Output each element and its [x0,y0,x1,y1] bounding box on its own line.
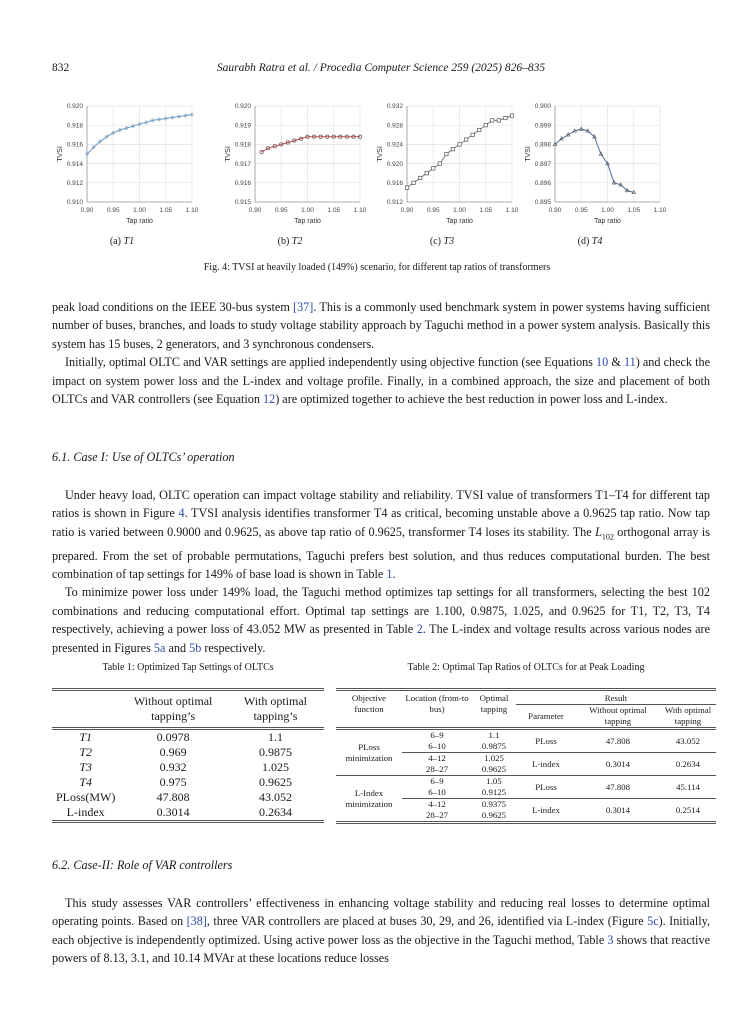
citation-link[interactable]: [38] [186,914,207,929]
row-label: PLoss(MW) [56,790,116,804]
x-tick-label: 1.00 [453,207,466,214]
tapping-cell: 1.025 0.9625 [472,753,516,776]
running-header [52,62,710,78]
cell-with: 0.9625 [258,775,292,789]
x-tick-label: 0.90 [248,207,262,214]
data-point [451,148,454,151]
y-axis-label: TVSI [57,146,64,162]
parameter-cell: PLoss [516,776,576,799]
without-cell: 0.3014 [576,799,660,823]
subfigure-c [362,98,522,248]
objective-cell: L-Index minimization [336,776,402,823]
y-tick-label: 0.895 [534,199,551,207]
figure-link[interactable]: 5a [153,640,166,655]
citation-link[interactable]: [37] [293,300,314,314]
x-tick-label: 0.90 [548,207,562,214]
table-row [336,776,716,799]
x-tick-label: 1.00 [133,207,146,214]
cell-without: 0.0978 [156,730,190,744]
subfigure-a [42,98,202,248]
table-row [336,729,716,753]
with-cell: 0.2514 [660,799,716,823]
table-link[interactable]: 3 [607,932,614,947]
column-header: Optimal tapping [472,690,516,729]
x-axis-label: Tap ratio [446,218,473,225]
chart-t3 [362,98,522,234]
equation-link[interactable]: 12 [263,392,276,407]
x-tick-label: 1.05 [627,207,641,214]
y-tick-label: 0.898 [534,141,551,149]
x-axis-label: Tap ratio [294,218,321,225]
objective-cell: PLoss minimization [336,729,402,776]
data-point [471,133,474,136]
location-cell: 6–9 6–10 [402,776,472,799]
equation-link[interactable]: 10 [596,355,609,370]
column-header: Parameter [528,710,564,721]
figure-link[interactable]: 4 [178,506,185,521]
x-tick-label: 1.10 [353,207,367,214]
row-label: T2 [79,745,93,759]
data-point [445,152,448,155]
subcaption-b: (b) T2 [277,236,303,247]
figure-4 [42,98,712,248]
location-cell: 6–9 6–10 [402,729,472,753]
y-tick-label: 0.924 [386,141,403,149]
table-row [52,745,324,760]
cell-without: 47.808 [156,790,190,804]
data-point [438,162,441,165]
chart-t1 [42,98,202,234]
x-tick-label: 0.90 [80,207,94,214]
without-cell: 47.808 [576,729,660,753]
cell-with: 1.025 [261,760,289,774]
table-1-body [52,729,324,822]
data-point [432,167,435,170]
figure-link[interactable]: 5b [189,640,202,655]
row-label: L-index [66,805,105,819]
row-label: T1 [79,730,93,744]
y-tick-label: 0.915 [234,199,251,207]
tapping-cell: 0.9375 0.9625 [472,799,516,823]
parameter-cell: L-index [516,799,576,823]
x-tick-label: 0.95 [426,207,440,214]
y-tick-label: 0.917 [234,160,251,168]
cell-with: 0.9875 [258,745,292,759]
table-1-caption: Table 1: Optimized Tap Settings of OLTCs [102,662,274,673]
subcaption-a: (a) T1 [109,236,135,247]
y-tick-label: 0.896 [534,180,551,187]
figure-link[interactable]: 5c [647,914,659,929]
table-link[interactable]: 1 [386,567,393,582]
without-cell: 0.3014 [576,753,660,776]
section-6-1-paragraph-1: Under heavy load, OLTC operation can impact voltage stability and reliability. TVSI value of transformers T1–T4 for different tap ratios is shown in Figure 4. TVSI analysis identifies transformer T4 as critical, becoming unstable above a 0.9625 tap ratio. Now tap ratio is varied between 0.9000 and 0.9625, as above tap ratio of 0.9625, transformer T4 loses its stability. The $L_{102}$ orthogonal array is prepared. From the set of probable permutations, Taguchi prefers best solution, and thus reduces computational burden. The best combination of tap settings for 149% of base load is shown in Table 1. [52,488,710,582]
page-number: 832 [52,62,70,74]
x-tick-label: 1.10 [505,207,519,214]
x-tick-label: 1.05 [159,207,173,214]
data-point [491,119,494,122]
y-tick-label: 0.918 [66,122,83,130]
y-tick-label: 0.920 [234,103,251,111]
section-heading-6-1: 6.1. Case I: Use of OLTCs’ operation [52,450,235,464]
table-row [52,729,324,746]
data-point [504,116,507,119]
row-label: T3 [79,760,93,774]
data-point [477,128,480,131]
cell-without: 0.932 [159,760,187,774]
y-tick-label: 0.918 [234,141,251,149]
x-tick-label: 1.10 [653,207,667,214]
figure-caption: Fig. 4: TVSI at heavily loaded (149%) scenario, for different tap ratios of transformers [203,262,551,273]
y-tick-label: 0.899 [534,122,551,130]
data-point [425,172,428,175]
table-2-body [336,729,716,823]
with-cell: 0.2634 [660,753,716,776]
data-point [484,124,487,127]
tapping-cell: 1.1 0.9875 [472,729,516,753]
data-point [458,143,461,146]
cell-without: 0.975 [159,775,187,789]
table-link[interactable]: 2 [416,622,423,637]
cell-without: 0.3014 [156,805,190,819]
data-point [260,150,263,153]
y-axis-label: TVSI [525,146,532,162]
tapping-cell: 1.05 0.9125 [472,776,516,799]
parameter-cell: PLoss [516,729,576,753]
column-header: With optimal tapping [664,705,712,726]
y-tick-label: 0.900 [534,103,551,111]
x-tick-label: 1.00 [301,207,314,214]
section-6-1-text [52,486,710,657]
x-axis-label: Tap ratio [126,218,153,225]
subfigure-b [210,98,370,248]
data-point [412,181,415,184]
section-6-2-text [52,894,710,968]
section-heading-6-2: 6.2. Case-II: Role of VAR controllers [52,858,233,872]
column-header: With optimal tapping’s [243,694,308,723]
x-tick-label: 0.95 [574,207,588,214]
y-tick-label: 0.912 [66,180,83,187]
without-cell: 47.808 [576,776,660,799]
table-header-row [52,690,324,725]
column-header: Objective function [336,690,402,729]
x-tick-label: 1.00 [601,207,614,214]
data-point [464,138,467,141]
parameter-cell: L-index [516,753,576,776]
y-tick-label: 0.928 [386,122,403,130]
equation-link[interactable]: 11 [623,355,636,370]
running-title: Saurabh Ratra et al. / Procedia Computer Science 259 (2025) 826–835 [216,62,546,74]
intro-text [52,298,710,408]
column-header: Without optimal tapping’s [133,694,213,723]
table-2 [336,688,716,824]
y-tick-label: 0.920 [66,103,83,111]
cell-with: 1.1 [267,730,283,744]
section-6-2-paragraph-1: This study assesses VAR controllers’ effectiveness in enhancing voltage stability and reducing real losses to determine optimal operating points. Based on [38], three VAR controllers are placed at buses 30, 29, and 26, identified via L-index (Figure 5c). Initially, each objective is independently optimized. Using active power loss as the objective in the Taguchi method, Table 3 shows that reactive powers of 8.13, 3.1, and 10.14 MVAr at these locations reduce losses [52,896,711,966]
row-label: T4 [79,775,93,789]
y-tick-label: 0.914 [66,160,83,168]
with-cell: 43.052 [660,729,716,753]
y-tick-label: 0.932 [386,103,403,111]
location-cell: 4–12 28–27 [402,753,472,776]
x-tick-label: 0.95 [106,207,120,214]
location-cell: 4–12 28–27 [402,799,472,823]
subcaption-c: (c) T3 [429,236,455,247]
cell-with: 0.2634 [258,805,292,819]
y-tick-label: 0.910 [66,199,83,207]
column-header: Result [516,690,716,705]
x-tick-label: 0.95 [274,207,288,214]
y-axis-label: TVSI [225,146,232,162]
cell-without: 0.969 [159,745,187,759]
intro-paragraph-1: peak load conditions on the IEEE 30-bus system [37]. This is a commonly used benchmark system in power systems having sufficient number of buses, branches, and loads to study voltage stability approach by Taguchi method in a power system analysis. Basically this system has 15 buses, 2 generators, and 3 synchronous condensers. [52,300,710,351]
data-point [418,176,421,179]
cell-with: 43.052 [258,790,292,804]
x-tick-label: 1.10 [185,207,199,214]
table-row [52,760,324,775]
chart-t2 [210,98,370,234]
y-tick-label: 0.912 [386,199,403,207]
table-1 [52,688,324,823]
y-tick-label: 0.897 [534,160,551,168]
intro-paragraph-2: Initially, optimal OLTC and VAR settings are applied independently using objective function (see Equations 10 & 11) and check the impact on system power loss and the L-index and voltage profile. Finally, in a combined approach, the size and placement of both OLTCs and VAR controllers (see Equation 12) are optimized together to achieve the best reduction in power loss and L-index. [52,355,710,407]
data-point [497,119,500,122]
x-tick-label: 1.05 [479,207,493,214]
data-point [405,186,408,189]
table-2-caption: Table 2: Optimal Tap Ratios of OLTCs for at Peak Loading [407,662,645,673]
column-header: Without optimal tapping [589,705,647,726]
y-tick-label: 0.920 [386,160,403,168]
chart-t4 [510,98,670,234]
y-axis-label: TVSI [377,146,384,162]
table-row [52,805,324,822]
y-tick-label: 0.916 [234,180,251,187]
column-header: Location (from-to bus) [402,690,472,729]
subfigure-d [510,98,670,248]
x-tick-label: 0.90 [400,207,414,214]
y-tick-label: 0.919 [234,122,251,130]
table-row [52,790,324,805]
subcaption-d: (d) T4 [577,236,603,247]
x-tick-label: 1.05 [327,207,341,214]
y-tick-label: 0.916 [66,141,83,149]
x-axis-label: Tap ratio [594,218,621,225]
table-row [52,775,324,790]
with-cell: 45.114 [660,776,716,799]
section-6-1-paragraph-2: To minimize power loss under 149% load, the Taguchi method optimizes tap settings for all transformers, selecting the best 102 combinations and reducing computational effort. Optimal tap settings are 1.100, 0.9875, 1.025, and 0.9625 for T1, T2, T3, T4 respectively, achieving a power loss of 43.052 MW as presented in Table 2. The L-index and voltage results across various nodes are presented in Figures 5a and 5b respectively. [52,585,710,655]
y-tick-label: 0.916 [386,180,403,187]
